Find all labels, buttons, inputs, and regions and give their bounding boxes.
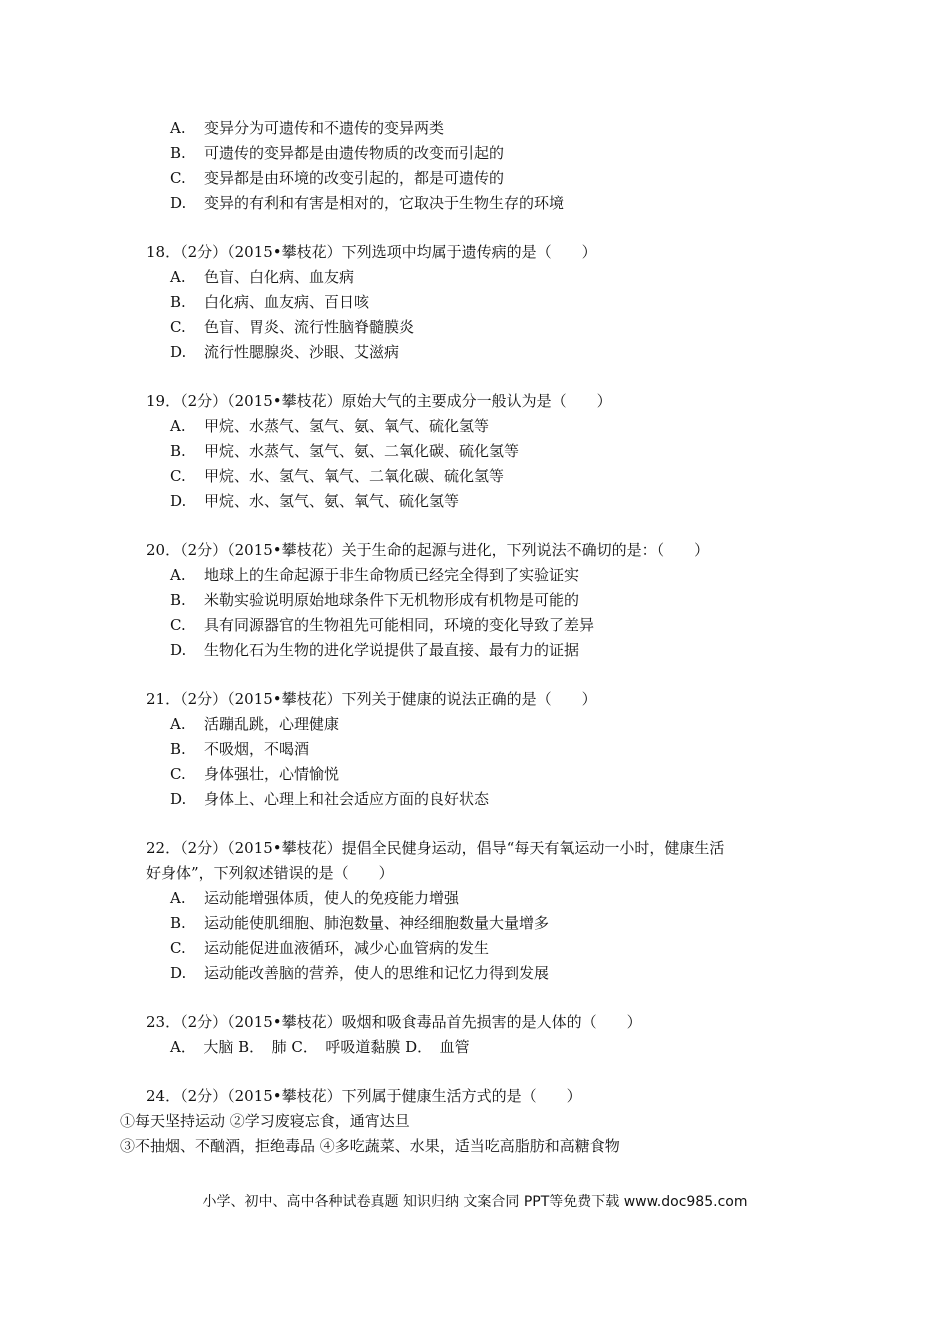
q20-stem: 20．（2分）（2015•攀枝花）关于生命的起源与进化，下列说法不确切的是：（ ） [146, 541, 710, 559]
q21-option-b: B. 不吸烟，不喝酒 [170, 740, 310, 758]
question-24 [120, 1084, 816, 1159]
q21-option-c: C. 身体强壮，心情愉悦 [170, 765, 340, 783]
q22-option-b: B. 运动能使肌细胞、肺泡数量、神经细胞数量大量增多 [170, 914, 550, 932]
q17-option-b: B. 可遗传的变异都是由遗传物质的改变而引起的 [170, 144, 505, 162]
q20-option-c: C. 具有同源器官的生物祖先可能相同，环境的变化导致了差异 [170, 616, 595, 634]
q20-option-d: D. 生物化石为生物的进化学说提供了最直接、最有力的证据 [170, 641, 580, 659]
question-17 [146, 116, 816, 216]
q22-stem-line-1: 22．（2分）（2015•攀枝花）提倡全民健身运动，倡导“每天有氧运动一小时，健康生活 [146, 839, 725, 857]
q24-items-line-2: ③不抽烟、不酗酒，拒绝毒品 ④多吃蔬菜、水果，适当吃高脂肪和高糖食物 [120, 1137, 620, 1155]
q22-option-a: A. 运动能增强体质，使人的免疫能力增强 [170, 889, 460, 907]
q20-option-b: B. 米勒实验说明原始地球条件下无机物形成有机物是可能的 [170, 591, 580, 609]
q18-option-c: C. 色盲、胃炎、流行性脑脊髓膜炎 [170, 318, 415, 336]
q21-option-d: D. 身体上、心理上和社会适应方面的良好状态 [170, 790, 490, 808]
q21-stem: 21．（2分）（2015•攀枝花）下列关于健康的说法正确的是（ ） [146, 690, 597, 708]
question-19 [146, 389, 816, 514]
q17-option-c: C. 变异都是由环境的改变引起的，都是可遗传的 [170, 169, 505, 187]
q23-stem: 23．（2分）（2015•攀枝花）吸烟和吸食毒品首先损害的是人体的（ ） [146, 1013, 642, 1031]
q19-option-c: C. 甲烷、水、氢气、氧气、二氧化碳、硫化氢等 [170, 467, 505, 485]
q21-option-a: A. 活蹦乱跳，心理健康 [170, 715, 340, 733]
q19-stem: 19．（2分）（2015•攀枝花）原始大气的主要成分一般认为是（ ） [146, 392, 612, 410]
q24-items-line-1: ①每天坚持运动 ②学习废寝忘食，通宵达旦 [120, 1112, 410, 1130]
question-22 [146, 836, 816, 986]
q18-option-d: D. 流行性腮腺炎、沙眼、艾滋病 [170, 343, 400, 361]
q19-option-b: B. 甲烷、水蒸气、氢气、氨、二氧化碳、硫化氢等 [170, 442, 520, 460]
question-content [120, 116, 816, 1183]
q19-option-d: D. 甲烷、水、氢气、氨、氧气、硫化氢等 [170, 492, 460, 510]
q22-option-c: C. 运动能促进血液循环，减少心血管病的发生 [170, 939, 490, 957]
q17-option-d: D. 变异的有利和有害是相对的，它取决于生物生存的环境 [170, 194, 565, 212]
question-18 [146, 240, 816, 365]
page-footer: 小学、初中、高中各种试卷真题 知识归纳 文案合同 PPT等免费下载 www.doc985.com [202, 1194, 748, 1210]
q23-options-inline: A． 大脑 B． 肺 C． 呼吸道黏膜 D． 血管 [170, 1038, 470, 1056]
q17-option-a: A. 变异分为可遗传和不遗传的变异两类 [170, 119, 445, 137]
q22-stem-line-2: 好身体”，下列叙述错误的是（ ） [146, 864, 394, 882]
q18-stem: 18．（2分）（2015•攀枝花）下列选项中均属于遗传病的是（ ） [146, 243, 597, 261]
question-21 [146, 687, 816, 812]
q24-stem: 24．（2分）（2015•攀枝花）下列属于健康生活方式的是（ ） [146, 1087, 582, 1105]
question-20 [146, 538, 816, 663]
question-23 [146, 1010, 816, 1060]
q19-option-a: A. 甲烷、水蒸气、氢气、氨、氧气、硫化氢等 [170, 417, 490, 435]
q18-option-a: A. 色盲、白化病、血友病 [170, 268, 355, 286]
q18-option-b: B. 白化病、血友病、百日咳 [170, 293, 370, 311]
q20-option-a: A. 地球上的生命起源于非生命物质已经完全得到了实验证实 [170, 566, 580, 584]
q22-option-d: D. 运动能改善脑的营养，使人的思维和记忆力得到发展 [170, 964, 550, 982]
